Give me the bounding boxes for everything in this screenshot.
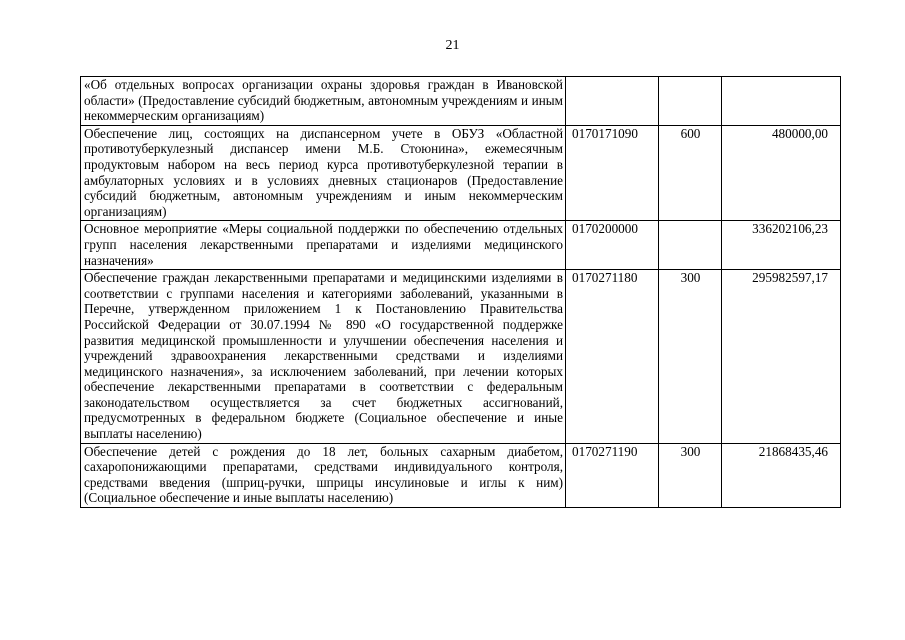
item-name-cell: Обеспечение детей с рождения до 18 лет, больных сахарным диабетом, сахаропонижающими препаратами, средствами индивидуального контроля, средствами введения (шприц-ручки, шприцы инсулиновые и иглы к ним) (Социальное обеспечение и иные выплаты населению) — [81, 443, 566, 507]
expense-type-cell: 300 — [659, 443, 722, 507]
amount-cell: 21868435,46 — [722, 443, 841, 507]
amount-cell — [722, 77, 841, 126]
item-name-cell: Обеспечение граждан лекарственными препаратами и медицинскими изделиями в соответствии с группами населения и категориями заболеваний, указанными в Перечне, утвержденном приложением 1 к Постановлению Правительства Российской Федерации от 30.07.1994 № 890 «О государственной поддержке развития медицинской промышленности и улучшении обеспечения населения и учреждений здравоохранения лекарственными средствами и изделиями медицинского назначения», за исключением заболеваний, при лечении которых обеспечение лекарственными препаратами в соответствии с федеральным законодательством осуществляется за счет бюджетных ассигнований, предусмотренных в федеральном бюджете (Социальное обеспечение и иные выплаты населению) — [81, 270, 566, 444]
item-name-cell: Обеспечение лиц, состоящих на диспансерном учете в ОБУЗ «Областной противотуберкулезный диспансер имени М.Б. Стоюнина», ежемесячным продуктовым набором на весь период курса противотуберкулезной терапии в амбулаторных условиях и в условиях дневных стационаров (Предоставление субсидий бюджетным, автономным учреждениям и иным некоммерческим организациям) — [81, 125, 566, 221]
table-row — [81, 125, 841, 221]
target-article-code-cell: 0170171090 — [566, 125, 659, 221]
amount-cell: 295982597,17 — [722, 270, 841, 444]
target-article-code-cell: 0170271180 — [566, 270, 659, 444]
expense-type-cell: 300 — [659, 270, 722, 444]
page-number: 21 — [445, 38, 460, 53]
expense-type-cell — [659, 77, 722, 126]
table-row — [81, 270, 841, 444]
expense-type-cell — [659, 221, 722, 270]
target-article-code-cell: 0170271190 — [566, 443, 659, 507]
target-article-code-cell — [566, 77, 659, 126]
budget-allocation-table — [80, 76, 841, 508]
item-name-cell: «Об отдельных вопросах организации охраны здоровья граждан в Ивановской области» (Предоставление субсидий бюджетным, автономным учреждениям и иным некоммерческим организациям) — [81, 77, 566, 126]
table-row — [81, 77, 841, 126]
amount-cell: 336202106,23 — [722, 221, 841, 270]
expense-type-cell: 600 — [659, 125, 722, 221]
item-name-cell: Основное мероприятие «Меры социальной поддержки по обеспечению отдельных групп населения лекарственными препаратами и изделиями медицинского назначения» — [81, 221, 566, 270]
amount-cell: 480000,00 — [722, 125, 841, 221]
table-row — [81, 221, 841, 270]
table-row — [81, 443, 841, 507]
target-article-code-cell: 0170200000 — [566, 221, 659, 270]
